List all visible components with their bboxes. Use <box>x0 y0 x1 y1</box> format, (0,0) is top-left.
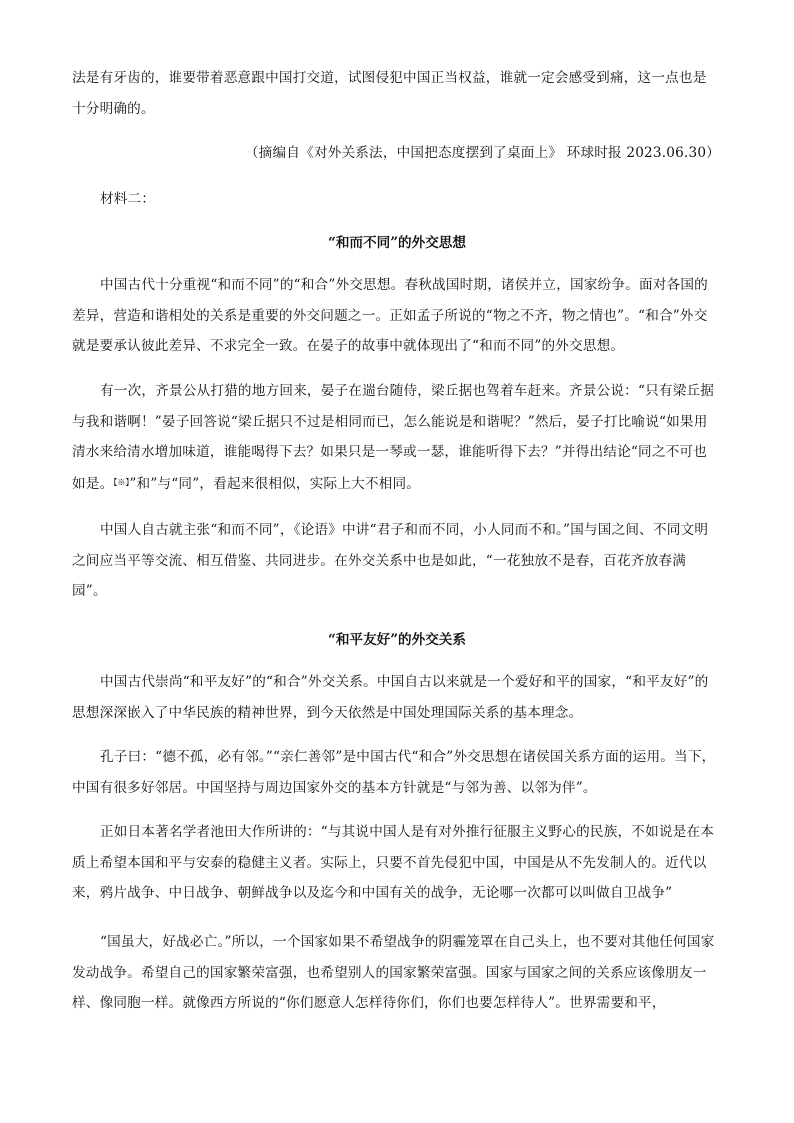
paragraph-confucius-neighbors: 孔子曰：“德不孤，必有邻。”“亲仁善邻”是中国古代“和合”外交思想在诸侯国关系方面的运用。当下，中国有很多好邻居。中国坚持与周边国家外交的基本方针就是“与邻为善、以邻为伴”。 <box>72 749 716 796</box>
paragraph-yanzi-story <box>72 376 718 499</box>
paragraph-peace-friendship: 中国古代崇尚“和平友好”的“和合”外交关系。中国自古以来就是一个爱好和平的国家，“和平友好”的思想深深嵌入了中华民族的精神世界，到今天依然是中国处理国际关系的基本理念。 <box>72 674 709 721</box>
paragraph-harmony-thought: 中国古代十分重视“和而不同”的“和合”外交思想。春秋战国时期，诸侯并立，国家纷争。面对各国的差异，营造和谐相处的关系是重要的外交问题之一。正如孟子所说的“物之不齐，物之情也”。“和合”外交就是要承认彼此差异、不求完全一致。在晏子的故事中就体现出了“和而不同”的外交思想。 <box>72 277 708 354</box>
material-two-label: 材料二： <box>100 191 156 207</box>
source-citation: （摘编自《对外关系法，中国把态度摆到了桌面上》 环球时报 2023.06.30） <box>244 145 720 161</box>
paragraph-analects: 中国人自古就主张“和而不同”，《论语》中讲“君子和而不同，小人同而不和。”国与国之间、不同文明之间应当平等交流、相互借鉴、共同进步。在外交关系中也是如此，“一花独放不是春，百花齐放春满园”。 <box>72 522 709 599</box>
section-heading-peace-friendship: “和平友好”的外交关系 <box>328 632 466 648</box>
paragraph-law-teeth: 法是有牙齿的，谁要带着恶意跟中国打交道，试图侵犯中国正当权益，谁就一定会感受到痛，这一点也是十分明确的。 <box>72 70 707 117</box>
paragraph-ikeda-quote: 正如日本著名学者池田大作所讲的：“与其说中国人是有对外推行征服主义野心的民族，不如说是在本质上希望本国和平与安泰的稳健主义者。实际上，只要不首先侵犯中国，中国是从不先发制人的。近代以来，鸦片战争、中日战争、朝鲜战争以及迄今和中国有关的战争，无论哪一次都可以叫做自卫战争” <box>72 824 715 901</box>
section-heading-harmony-diversity: “和而不同”的外交思想 <box>328 235 466 251</box>
paragraph-war-warning: “国虽大，好战必亡。”所以，一个国家如果不希望战争的阴霾笼罩在自己头上，也不要对其他任何国家发动战争。希望自己的国家繁荣富强，也希望别人的国家繁荣富强。国家与国家之间的关系应该像朋友一样、像同胞一样。就像西方所说的“你们愿意人怎样待你们，你们也要怎样待人”。世界需要和平， <box>72 934 715 1011</box>
yanzi-story-text-after: ”和”与“同”，看起来很相似，实际上大不相同。 <box>129 475 421 492</box>
yanzi-story-text-before: 有一次，齐景公从打猎的地方回来，晏子在遄台随侍，梁丘据也驾着车赶来。齐景公说：“只有梁丘据与我和谐啊！”晏子回答说“梁丘据只不过是相同而已，怎么能说是和谐呢？”然后，晏子打比喻说“如果用清水来给清水增加味道，谁能喝得下去？如果只是一琴或一瑟，谁能听得下去？”并得出结论“同之不可也如是。 <box>72 383 715 492</box>
footnote-mark: 【※】 <box>113 477 130 487</box>
